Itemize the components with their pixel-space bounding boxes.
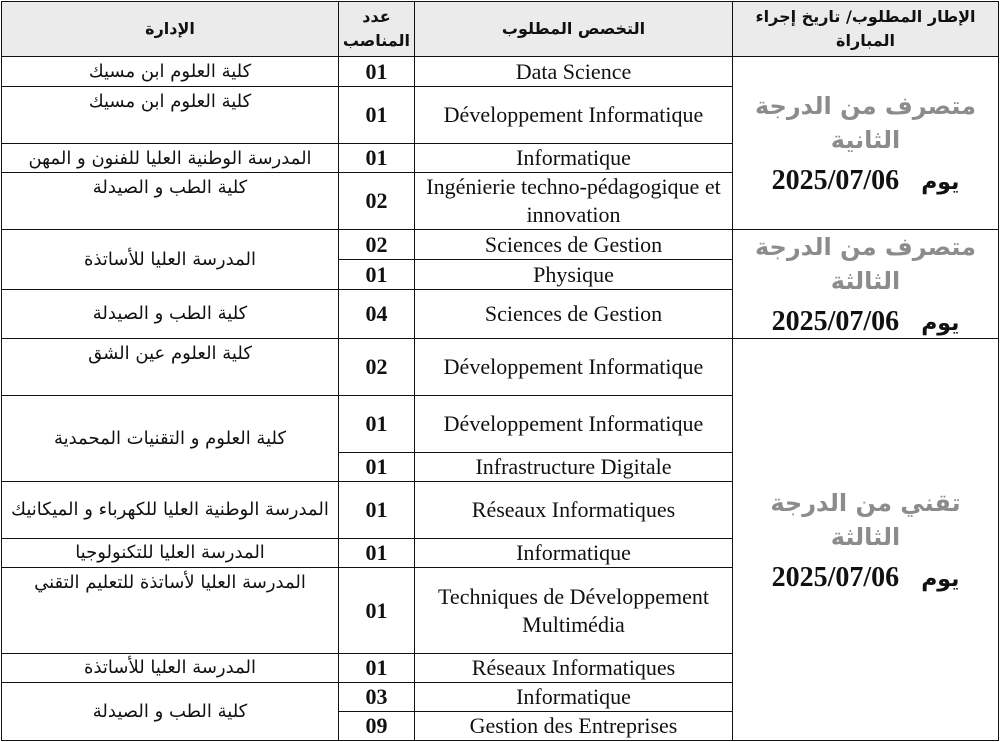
table-row: [2, 57, 999, 87]
specialty-cell: Ingénierie techno-pédagogique et innovation: [415, 173, 733, 230]
positions-cell: 01: [339, 144, 415, 173]
header-administration: الإدارة: [2, 2, 339, 57]
positions-cell: 01: [339, 396, 415, 453]
specialty-cell: Infrastructure Digitale: [415, 453, 733, 482]
specialty-cell: Informatique: [415, 144, 733, 173]
positions-cell: 01: [339, 539, 415, 568]
specialty-cell: Informatique: [415, 539, 733, 568]
frame-cell-3: [733, 339, 999, 741]
specialty-cell: Data Science: [415, 57, 733, 87]
positions-cell: 02: [339, 339, 415, 396]
specialty-cell: Techniques de Développement Multimédia: [415, 568, 733, 654]
table-row: [2, 230, 999, 260]
administration-cell: كلية العلوم ابن مسيك: [2, 57, 339, 87]
specialty-cell: Gestion des Entreprises: [415, 712, 733, 741]
day-label: يوم: [921, 566, 960, 592]
specialty-cell: Développement Informatique: [415, 396, 733, 453]
administration-cell: كلية الطب و الصيدلة: [2, 173, 339, 230]
administration-cell: المدرسة العليا للأساتذة: [2, 230, 339, 290]
administration-cell: كلية العلوم و التقنيات المحمدية: [2, 396, 339, 482]
header-frame-date: الإطار المطلوب/ تاريخ إجراء المباراة: [733, 2, 999, 57]
specialty-cell: Informatique: [415, 683, 733, 712]
specialty-cell: Physique: [415, 260, 733, 290]
administration-cell: كلية الطب و الصيدلة: [2, 290, 339, 339]
specialty-cell: Développement Informatique: [415, 87, 733, 144]
frame-date-line: [737, 306, 994, 338]
positions-cell: 01: [339, 87, 415, 144]
specialty-cell: Réseaux Informatiques: [415, 482, 733, 539]
administration-cell: المدرسة الوطنية العليا للفنون و المهن: [2, 144, 339, 173]
table-row: [2, 339, 999, 396]
positions-cell: 01: [339, 654, 415, 683]
day-label: يوم: [921, 170, 960, 195]
specialty-cell: Réseaux Informatiques: [415, 654, 733, 683]
positions-cell: 09: [339, 712, 415, 741]
header-specialty: التخصص المطلوب: [415, 2, 733, 57]
positions-cell: 01: [339, 482, 415, 539]
positions-cell: 01: [339, 568, 415, 654]
administration-cell: المدرسة العليا لأساتذة للتعليم التقني: [2, 568, 339, 654]
specialty-cell: Sciences de Gestion: [415, 230, 733, 260]
administration-cell: المدرسة العليا للأساتذة: [2, 654, 339, 683]
day-label: يوم: [921, 311, 960, 336]
frame-date-line: [737, 562, 994, 594]
frame-title: متصرف من الدرجة الثالثة: [754, 233, 977, 295]
positions-cell: 01: [339, 453, 415, 482]
positions-cell: 04: [339, 290, 415, 339]
recruitment-table: [1, 1, 999, 741]
exam-date: 2025/07/06: [771, 306, 900, 337]
administration-cell: كلية الطب و الصيدلة: [2, 683, 339, 741]
frame-cell-2: [733, 230, 999, 339]
header-positions: عدد المناصب: [339, 2, 415, 57]
exam-date: 2025/07/06: [771, 561, 900, 593]
specialty-cell: Sciences de Gestion: [415, 290, 733, 339]
exam-date: 2025/07/06: [771, 165, 900, 196]
frame-title: تقني من الدرجة الثالثة: [770, 488, 961, 551]
positions-cell: 02: [339, 230, 415, 260]
administration-cell: كلية العلوم عين الشق: [2, 339, 339, 396]
specialty-cell: Développement Informatique: [415, 339, 733, 396]
positions-cell: 03: [339, 683, 415, 712]
positions-cell: 01: [339, 57, 415, 87]
positions-cell: 02: [339, 173, 415, 230]
frame-cell-1: [733, 57, 999, 230]
header-row: [2, 2, 999, 57]
frame-title: متصرف من الدرجة الثانية: [754, 92, 977, 154]
administration-cell: المدرسة العليا للتكنولوجيا: [2, 539, 339, 568]
frame-date-line: [737, 165, 994, 197]
administration-cell: كلية العلوم ابن مسيك: [2, 87, 339, 144]
positions-cell: 01: [339, 260, 415, 290]
administration-cell: المدرسة الوطنية العليا للكهرباء و الميكانيك: [2, 482, 339, 539]
